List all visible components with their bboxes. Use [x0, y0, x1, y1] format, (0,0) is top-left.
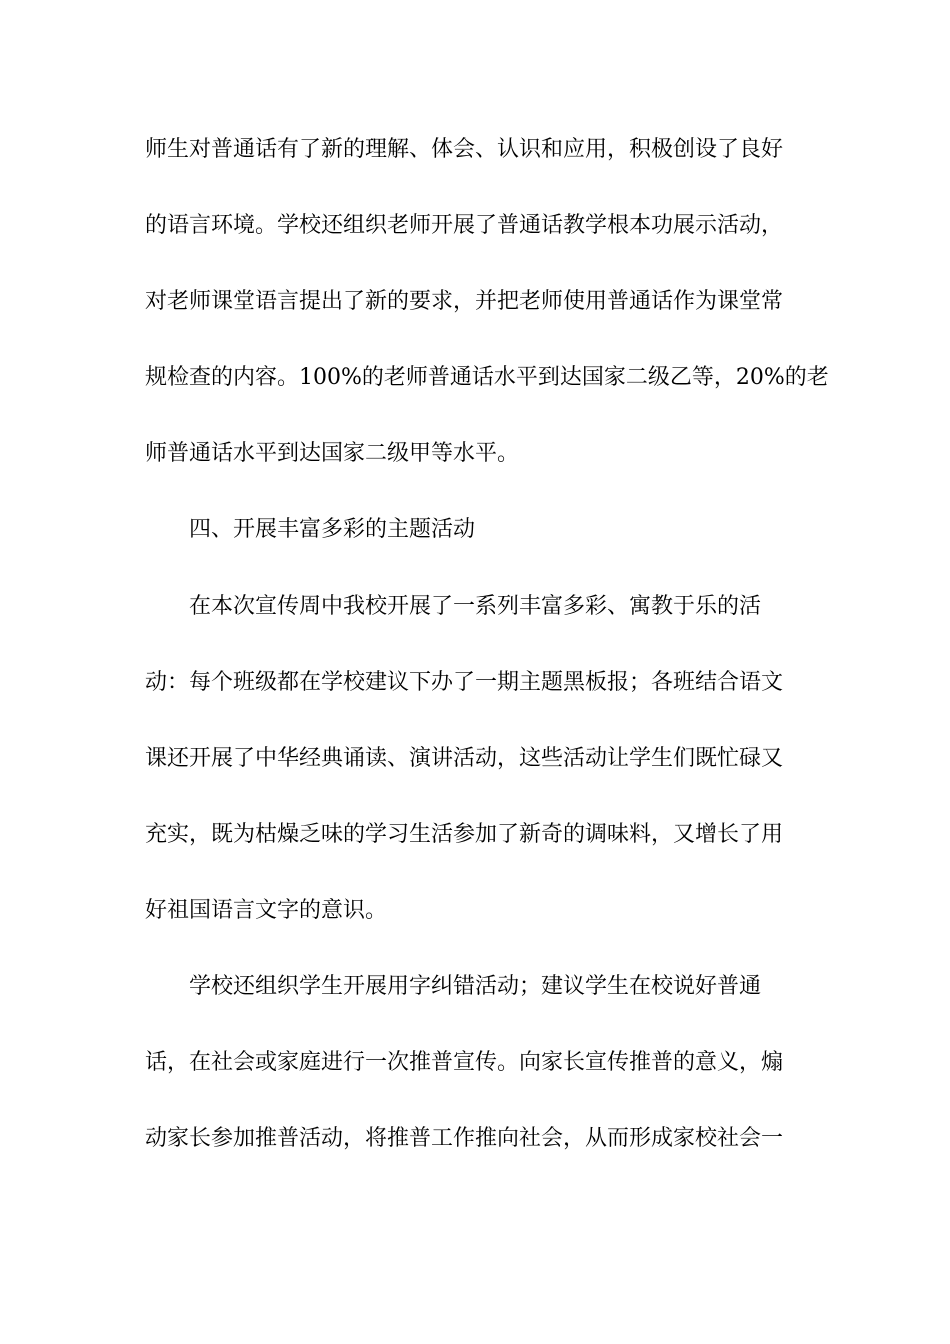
- paragraph-line: 规检查的内容。100%的老师普通话水平到达国家二级乙等，20%的老: [145, 365, 829, 390]
- paragraph-line: 充实，既为枯燥乏味的学习生活参加了新奇的调味料，又增长了用: [145, 822, 784, 847]
- paragraph-line: 动：每个班级都在学校建议下办了一期主题黑板报；各班结合语文: [145, 670, 784, 695]
- paragraph-line: 师普通话水平到达国家二级甲等水平。: [145, 441, 520, 466]
- paragraph-line: 话，在社会或家庭进行一次推普宣传。向家长宣传推普的意义，煽: [145, 1050, 784, 1075]
- paragraph-line: 师生对普通话有了新的理解、体会、认识和应用，积极创设了良好: [145, 137, 784, 162]
- paragraph-line: 对老师课堂语言提出了新的要求，并把老师使用普通话作为课堂常: [145, 289, 784, 314]
- paragraph-line: 学校还组织学生开展用字纠错活动；建议学生在校说好普通: [189, 974, 762, 999]
- section-heading: 四、开展丰富多彩的主题活动: [189, 517, 476, 542]
- paragraph-line: 课还开展了中华经典诵读、演讲活动，这些活动让学生们既忙碌又: [145, 746, 784, 771]
- paragraph-line: 动家长参加推普活动，将推普工作推向社会，从而形成家校社会一: [145, 1126, 784, 1151]
- paragraph-line: 的语言环境。学校还组织老师开展了普通话教学根本功展示活动，: [145, 213, 784, 238]
- paragraph-line: 好祖国语言文字的意识。: [145, 898, 388, 923]
- paragraph-line: 在本次宣传周中我校开展了一系列丰富多彩、寓教于乐的活: [189, 594, 762, 619]
